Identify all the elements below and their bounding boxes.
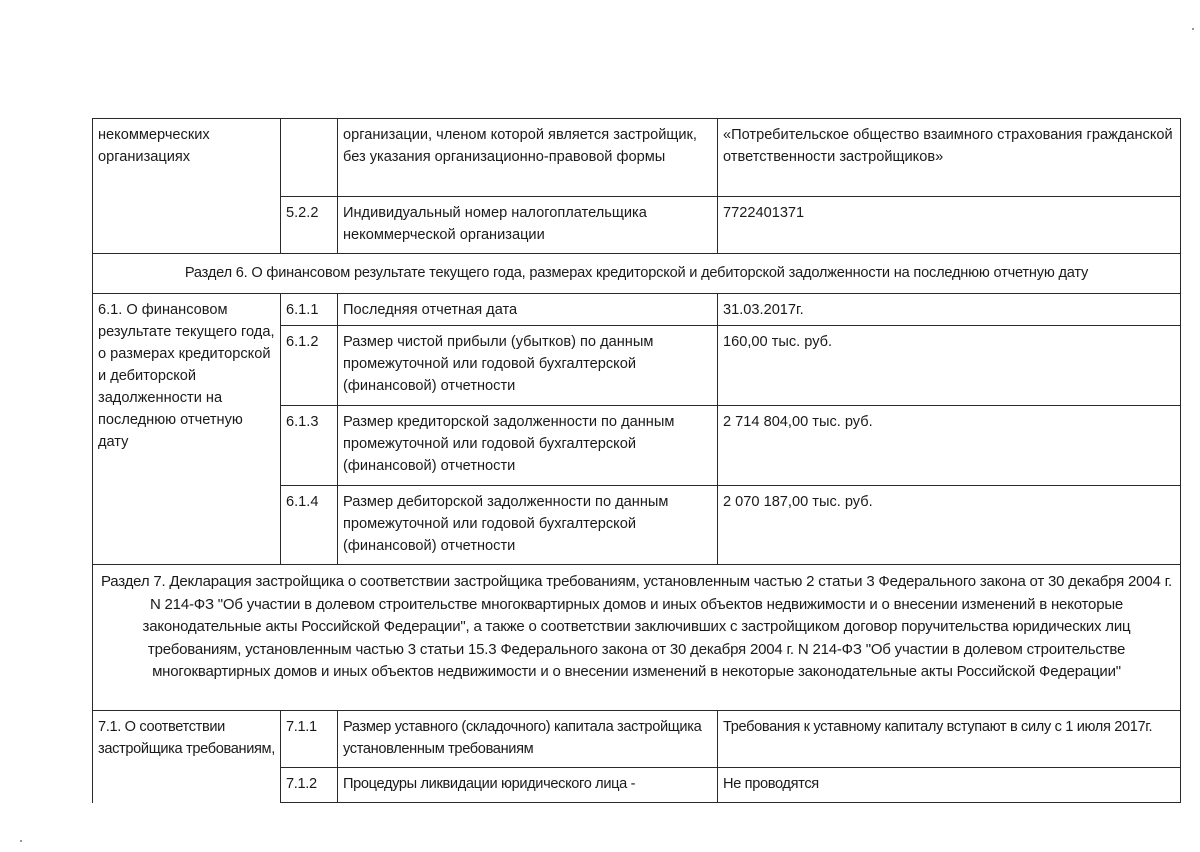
- scan-speck: [1192, 28, 1194, 30]
- row-value: 160,00 тыс. руб.: [718, 326, 1181, 406]
- row-code: 5.2.2: [281, 197, 338, 254]
- group-label-cell: [93, 294, 281, 565]
- section-header-row: [93, 565, 1181, 711]
- row-code: 6.1.4: [281, 486, 338, 565]
- row-description: Размер кредиторской задолженности по данным промежуточной или годовой бухгалтерской (финансовой) отчетности: [338, 406, 718, 486]
- scan-speck: [20, 840, 22, 842]
- row-description: Размер дебиторской задолженности по данным промежуточной или годовой бухгалтерской (финансовой) отчетности: [338, 486, 718, 565]
- row-description: Индивидуальный номер налогоплательщика некоммерческой организации: [338, 197, 718, 254]
- section-header-row: [93, 254, 1181, 294]
- row-description: Последняя отчетная дата: [338, 294, 718, 326]
- row-code: 7.1.1: [281, 711, 338, 768]
- row-description: Процедуры ликвидации юридического лица -: [338, 768, 718, 803]
- row-code: 6.1.2: [281, 326, 338, 406]
- row-description: Размер уставного (складочного) капитала застройщика установленным требованиям: [338, 711, 718, 768]
- table-row: [93, 119, 1181, 197]
- group-label: 7.1. О соответствии застройщика требованиям,: [98, 719, 275, 757]
- declaration-table: [92, 118, 1181, 803]
- row-code: 6.1.3: [281, 406, 338, 486]
- group-label-cell: [93, 711, 281, 803]
- group-label-cell: [93, 119, 281, 254]
- row-code: 7.1.2: [281, 768, 338, 803]
- group-label: 6.1. О финансовом результате текущего года, о размерах кредиторской и дебиторской задолженности на последнюю отчетную дату: [98, 302, 275, 450]
- group-label: некоммерческих организациях: [98, 127, 210, 165]
- row-description: организации, членом которой является застройщик, без указания организационно-правовой формы: [338, 119, 718, 197]
- section-7-title: Раздел 7. Декларация застройщика о соответствии застройщика требованиям, установленным частью 2 статьи 3 Федерального закона от 30 декабря 2004 г. N 214-ФЗ "Об участии в долевом строительстве многоквартирных домов и иных объектов недвижимости и о внесении изменений в некоторые законодательные акты Российской Федерации", а также о соответствии заключивших с застройщиком договор поручительства юридических лиц требованиям, установленным частью 3 статьи 15.3 Федерального закона от 30 декабря 2004 г. N 214-ФЗ "Об участии в долевом строительстве многоквартирных домов и иных объектов недвижимости и о внесении изменений в некоторые законодательные акты Российской Федерации": [93, 565, 1181, 711]
- row-value: 2 714 804,00 тыс. руб.: [718, 406, 1181, 486]
- row-value: Не проводятся: [718, 768, 1181, 803]
- table-row: [93, 711, 1181, 768]
- table-row: [93, 294, 1181, 326]
- row-value: 2 070 187,00 тыс. руб.: [718, 486, 1181, 565]
- row-value: 7722401371: [718, 197, 1181, 254]
- section-6-title: Раздел 6. О финансовом результате текущего года, размерах кредиторской и дебиторской задолженности на последнюю отчетную дату: [93, 254, 1181, 294]
- row-value: «Потребительское общество взаимного страхования гражданской ответственности застройщиков»: [718, 119, 1181, 197]
- row-value: 31.03.2017г.: [718, 294, 1181, 326]
- row-value: Требования к уставному капиталу вступают в силу с 1 июля 2017г.: [718, 711, 1181, 768]
- row-code: 6.1.1: [281, 294, 338, 326]
- row-description: Размер чистой прибыли (убытков) по данным промежуточной или годовой бухгалтерской (финансовой) отчетности: [338, 326, 718, 406]
- row-code: [281, 119, 338, 197]
